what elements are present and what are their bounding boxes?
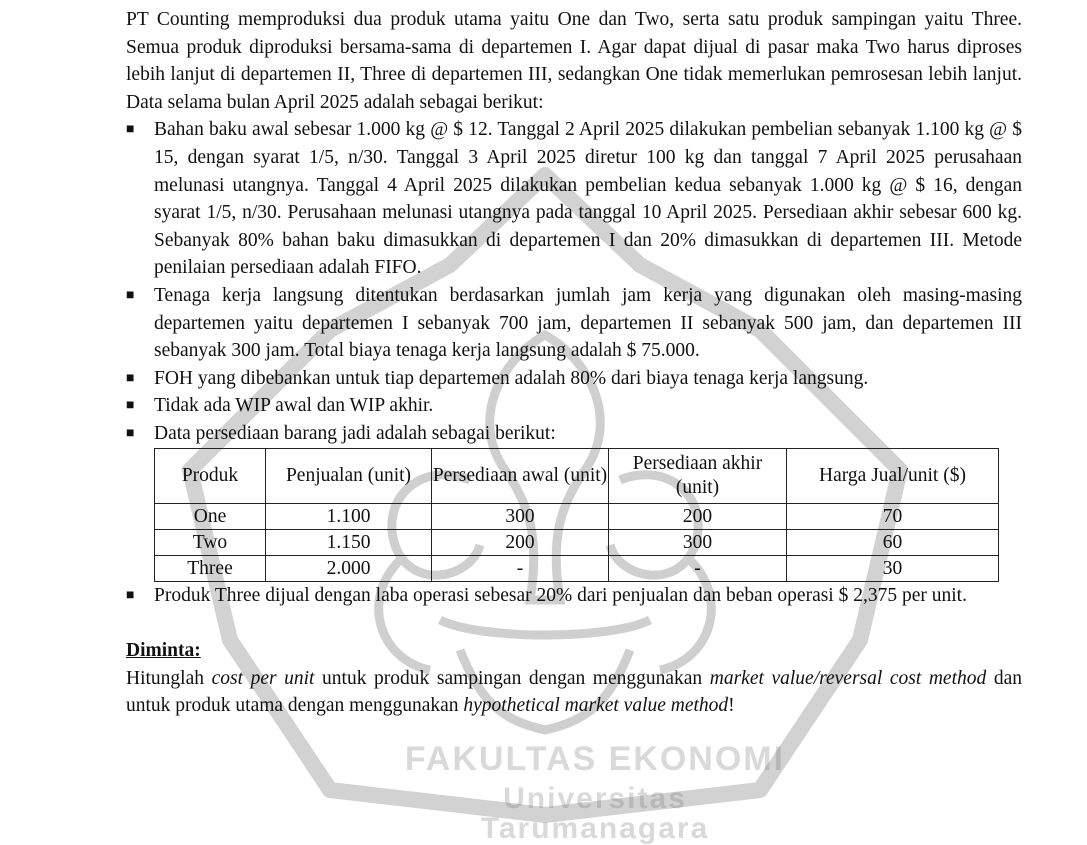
diminta-paragraph bbox=[126, 665, 1022, 720]
watermark-text bbox=[385, 742, 805, 844]
square-bullet-icon bbox=[126, 282, 154, 310]
list-item-foh bbox=[126, 365, 1022, 393]
table-cell: - bbox=[432, 555, 609, 581]
square-bullet-icon bbox=[126, 420, 154, 448]
table-cell: 60 bbox=[787, 529, 999, 555]
list-item-inventory bbox=[126, 420, 1022, 448]
inventory-table bbox=[154, 448, 999, 582]
list-item-text: Data persediaan barang jadi adalah sebagai berikut: bbox=[154, 422, 556, 444]
diminta-text: untuk produk sampingan dengan menggunakan bbox=[314, 667, 710, 689]
watermark-university: Universitas Tarumanagara bbox=[480, 782, 710, 845]
spacer bbox=[126, 609, 1022, 637]
header-penjualan: Penjualan (unit) bbox=[266, 448, 432, 503]
diminta-text: dan untuk produk utama dengan menggunakan bbox=[126, 667, 1022, 717]
table-cell: 300 bbox=[609, 529, 787, 555]
list-item-text: Tenaga kerja langsung ditentukan berdasarkan jumlah jam kerja yang digunakan oleh masing-masing departemen yaitu departemen I sebanyak 700 jam, departemen II sebanyak 500 jam, dan departemen III sebanyak 300 jam. Total biaya tenaga kerja langsung adalah $ 75.000. bbox=[154, 284, 1022, 362]
table-header-row bbox=[155, 448, 999, 503]
table-row bbox=[155, 529, 999, 555]
table-cell: Three bbox=[155, 555, 266, 581]
diminta-text: ! bbox=[728, 695, 735, 717]
watermark-faculty: FAKULTAS EKONOMI bbox=[404, 740, 786, 778]
list-item-text: FOH yang dibebankan untuk tiap departemen adalah 80% dari biaya tenaga kerja langsung. bbox=[154, 367, 869, 389]
data-list bbox=[126, 116, 1022, 447]
square-bullet-icon bbox=[126, 392, 154, 420]
diminta-term-market-value-method: market value/reversal cost method bbox=[709, 667, 987, 689]
table-cell: 200 bbox=[432, 529, 609, 555]
table-cell: 30 bbox=[787, 555, 999, 581]
square-bullet-icon bbox=[126, 582, 154, 610]
list-item-text: Produk Three dijual dengan laba operasi sebesar 20% dari penjualan dan beban operasi $ 2,375 per unit. bbox=[154, 584, 967, 606]
table-row bbox=[155, 555, 999, 581]
list-item-direct-labor bbox=[126, 282, 1022, 365]
list-item-raw-materials bbox=[126, 116, 1022, 282]
table-cell: 2.000 bbox=[266, 555, 432, 581]
data-list-continued bbox=[126, 582, 1022, 610]
diminta-term-hypothetical-method: hypothetical market value method bbox=[463, 695, 729, 717]
header-persediaan-akhir: Persediaan akhir (unit) bbox=[609, 448, 787, 503]
table-cell: One bbox=[155, 503, 266, 529]
square-bullet-icon bbox=[126, 365, 154, 393]
list-item-wip bbox=[126, 392, 1022, 420]
table-cell: 70 bbox=[787, 503, 999, 529]
diminta-text: Hitunglah bbox=[126, 667, 212, 689]
list-item-text: Tidak ada WIP awal dan WIP akhir. bbox=[154, 395, 434, 417]
table-cell: - bbox=[609, 555, 787, 581]
table-cell: 1.100 bbox=[266, 503, 432, 529]
table-cell: 200 bbox=[609, 503, 787, 529]
table-row bbox=[155, 503, 999, 529]
diminta-heading: Diminta: bbox=[126, 640, 201, 662]
list-item-by-product bbox=[126, 582, 1022, 610]
table-cell: Two bbox=[155, 529, 266, 555]
header-harga-jual: Harga Jual/unit ($) bbox=[787, 448, 999, 503]
diminta-term-cost-per-unit: cost per unit bbox=[211, 667, 315, 689]
intro-paragraph: PT Counting memproduksi dua produk utama yaitu One dan Two, serta satu produk sampingan yaitu Three. Semua produk diproduksi bersama-sama di departemen I. Agar dapat dijual di pasar maka Two harus diproses lebih lanjut di departemen II, Three di departemen III, sedangkan One tidak memerlukan pemrosesan lebih lanjut. Data selama bulan April 2025 adalah sebagai berikut: bbox=[126, 9, 1022, 113]
table-cell: 1.150 bbox=[266, 529, 432, 555]
header-persediaan-awal: Persediaan awal (unit) bbox=[432, 448, 609, 503]
document-body bbox=[126, 6, 1022, 720]
header-produk: Produk bbox=[155, 448, 266, 503]
list-item-text: Bahan baku awal sebesar 1.000 kg @ $ 12. Tanggal 2 April 2025 dilakukan pembelian sebanyak 1.100 kg @ $ 15, dengan syarat 1/5, n/30. Tanggal 3 April 2025 diretur 100 kg dan tanggal 7 April 2025 perusahaan melunasi utangnya. Tanggal 4 April 2025 dilakukan pembelian kedua sebanyak 1.000 kg @ $ 16, dengan syarat 1/5, n/30. Perusahaan melunasi utangnya pada tanggal 10 April 2025. Persediaan akhir sebesar 600 kg. Sebanyak 80% bahan baku dimasukkan di departemen I dan 20% dimasukkan di departemen III. Metode penilaian persediaan adalah FIFO. bbox=[154, 119, 1022, 279]
table-cell: 300 bbox=[432, 503, 609, 529]
square-bullet-icon bbox=[126, 116, 154, 144]
